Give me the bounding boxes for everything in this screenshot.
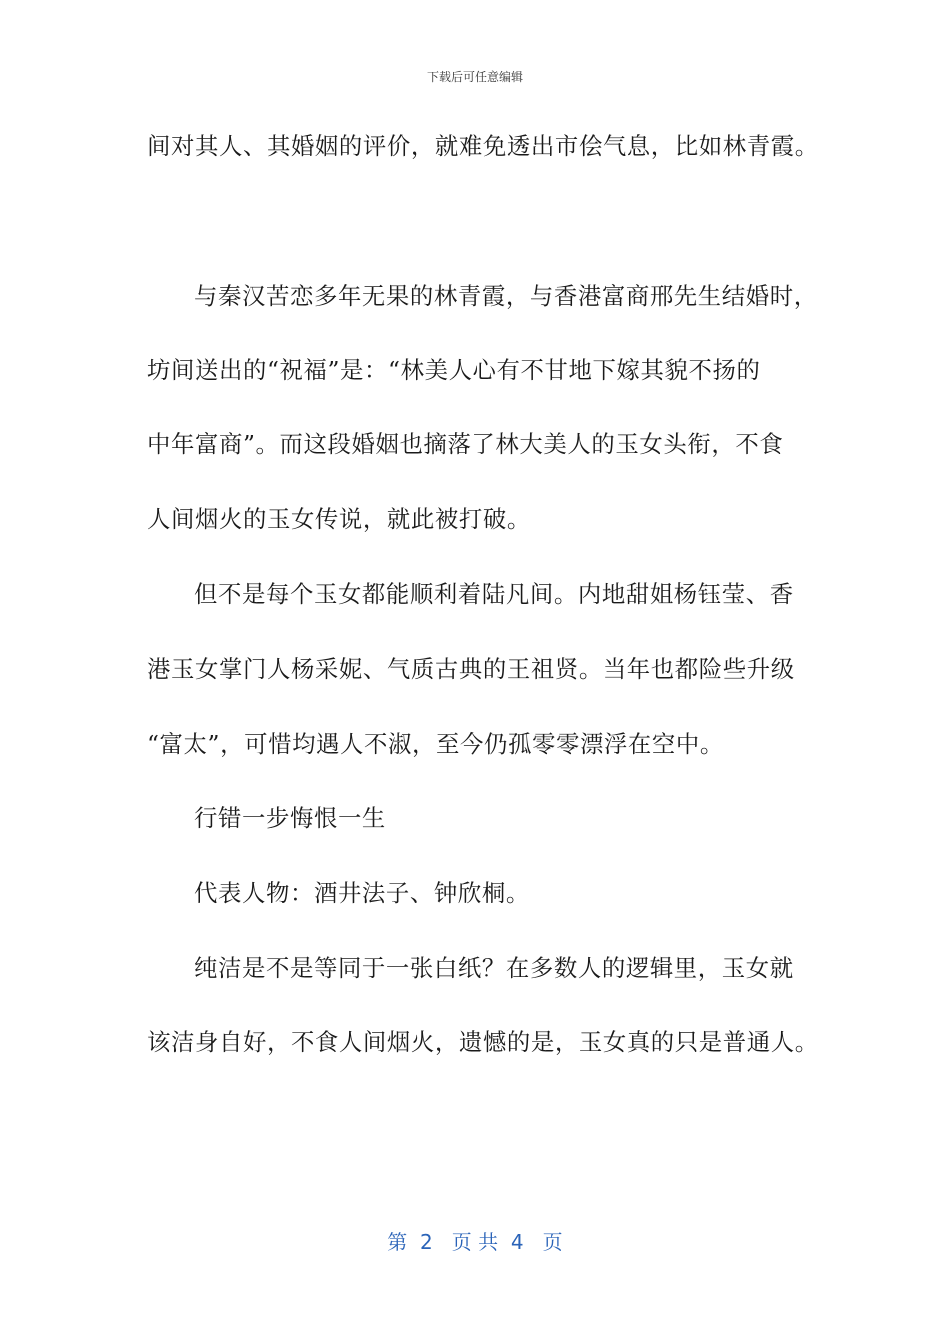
body-line: 中年富商”。而这段婚姻也摘落了林大美人的玉女头衔，不食 bbox=[147, 430, 784, 458]
body-line: 与秦汉苦恋多年无果的林青霞，与香港富商邢先生结婚时， bbox=[194, 282, 818, 310]
body-line: “富太”，可惜均遇人不淑，至今仍孤零零漂浮在空中。 bbox=[147, 730, 724, 758]
body-line: 人间烟火的玉女传说，就此被打破。 bbox=[147, 505, 531, 533]
page-footer: 第 2 页 共 4 页 bbox=[387, 1230, 563, 1254]
body-line: 该洁身自好，不食人间烟火，遗憾的是，玉女真的只是普通人。 bbox=[147, 1028, 819, 1056]
body-line: 代表人物：酒井法子、钟欣桐。 bbox=[194, 879, 530, 907]
body-line: 港玉女掌门人杨采妮、气质古典的王祖贤。当年也都险些升级 bbox=[147, 655, 795, 683]
section-heading: 行错一步悔恨一生 bbox=[194, 804, 386, 832]
body-line: 纯洁是不是等同于一张白纸？在多数人的逻辑里，玉女就 bbox=[194, 954, 794, 982]
page-header: 下载后可任意编辑 bbox=[426, 70, 523, 84]
body-line: 坊间送出的“祝福”是：“林美人心有不甘地下嫁其貌不扬的 bbox=[147, 356, 761, 384]
body-line: 间对其人、其婚姻的评价，就难免透出市侩气息，比如林青霞。 bbox=[147, 132, 819, 160]
body-line: 但不是每个玉女都能顺利着陆凡间。内地甜姐杨钰莹、香 bbox=[194, 580, 794, 608]
